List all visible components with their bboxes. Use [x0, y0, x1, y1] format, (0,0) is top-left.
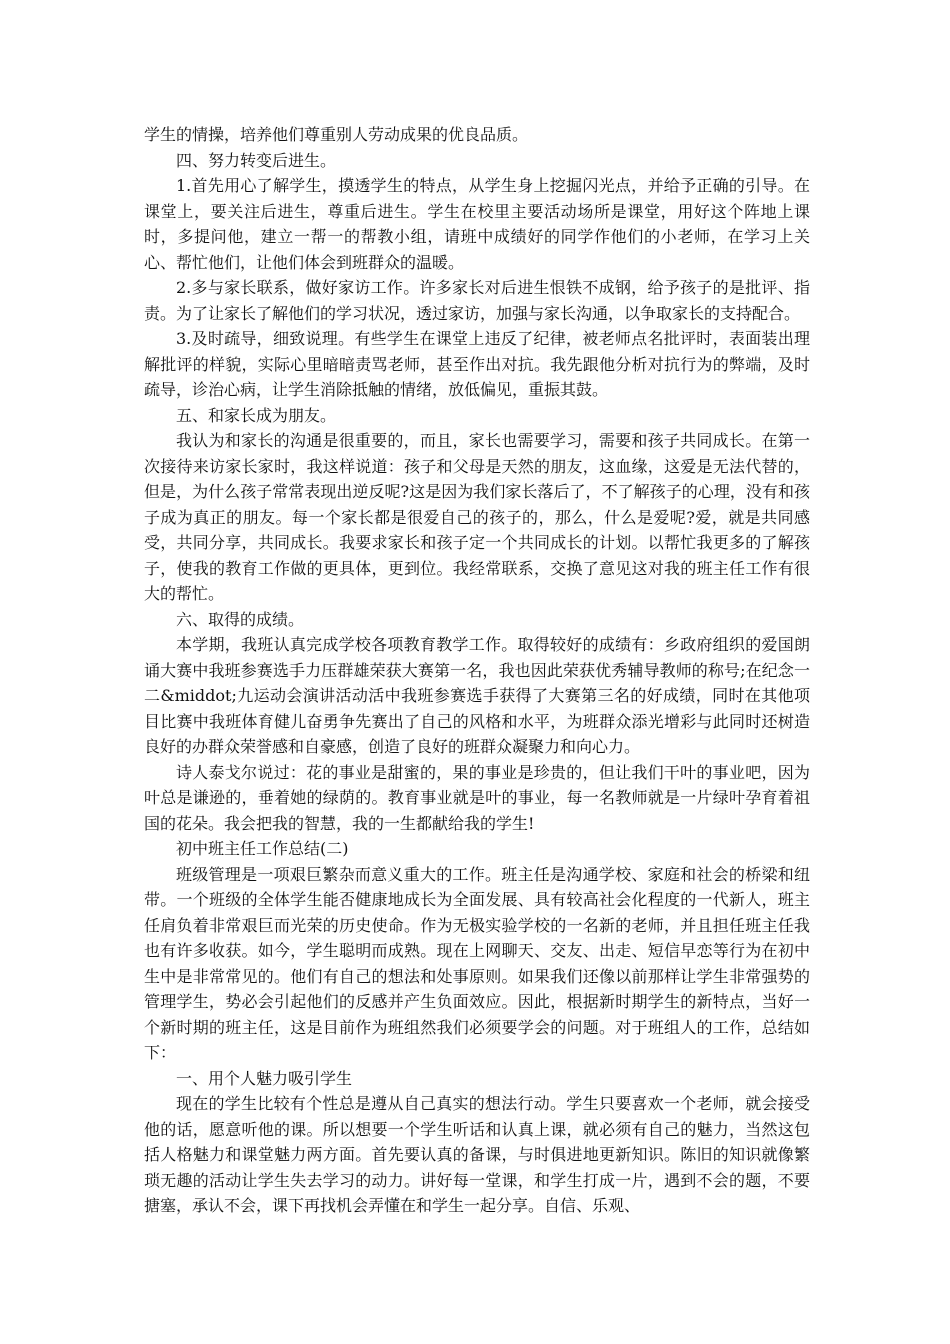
- paragraph-tagore-quote: 诗人泰戈尔说过：花的事业是甜蜜的，果的事业是珍贵的，但让我们干叶的事业吧，因为叶总是谦逊的，垂着她的绿荫的。教育事业就是叶的事业，每一名教师就是一片绿叶孕育着祖国的花朵。我会把我的智慧，我的一生都献给我的学生!: [144, 762, 810, 833]
- document-body: [144, 122, 810, 1219]
- paragraph-class-management: 班级管理是一项艰巨繁杂而意义重大的工作。班主任是沟通学校、家庭和社会的桥梁和纽带。一个班级的全体学生能否健康地成长为全面发展、具有较高社会化程度的一代新人，班主任肩负着非常艰巨而光荣的历史使命。作为无极实验学校的一名新的老师，并且担任班主任我也有许多收获。如今，学生聪明而成熟。现在上网聊天、交友、出走、短信早恋等行为在初中生中是非常常见的。他们有自己的想法和处事原则。如果我们还像以前那样让学生非常强势的管理学生，势必会引起他们的反感并产生负面效应。因此，根据新时期学生的新特点，当好一个新时期的班主任，这是目前作为班组然我们必须要学会的问题。对于班组人的工作，总结如下：: [144, 864, 810, 1062]
- paragraph-item-2: 2.多与家长联系，做好家访工作。许多家长对后进生恨铁不成钢，给予孩子的是批评、指责。为了让家长了解他们的学习状况，透过家访，加强与家长沟通，以争取家长的支持配合。: [144, 278, 810, 323]
- paragraph-achievements: 本学期，我班认真完成学校各项教育教学工作。取得较好的成绩有：乡政府组织的爱国朗诵大赛中我班参赛选手力压群雄荣获大赛第一名，我也因此荣获优秀辅导教师的称号;在纪念一二&middot;九运动会演讲活动活中我班参赛选手获得了大赛第三名的好成绩，同时在其他项目比赛中我班体育健儿奋勇争先赛出了自己的风格和水平，为班群众添光增彩与此同时还树造良好的办群众荣誉感和自豪感，创造了良好的班群众凝聚力和向心力。: [144, 635, 810, 756]
- section-heading-5: 五、和家长成为朋友。: [176, 405, 337, 425]
- paragraph-parents: 我认为和家长的沟通是很重要的，而且，家长也需要学习，需要和孩子共同成长。在第一次接待来访家长家时，我这样说道：孩子和父母是天然的朋友，这血缘，这爱是无法代替的，但是，为什么孩子常常表现出逆反呢?这是因为我们家长落后了，不了解孩子的心理，没有和孩子成为真正的朋友。每一个家长都是很爱自己的孩子的，那么，什么是爱呢?爱，就是共同感受，共同分享，共同成长。我要求家长和孩子定一个共同成长的计划。以帮忙我更多的了解孩子，使我的教育工作做的更具体，更到位。我经常联系，交换了意见这对我的班主任工作有很大的帮忙。: [144, 431, 810, 603]
- section-heading-1: 一、用个人魅力吸引学生: [176, 1068, 353, 1088]
- paragraph-item-1: 1.首先用心了解学生，摸透学生的特点，从学生身上挖掘闪光点，并给予正确的引导。在课堂上，要关注后进生，尊重后进生。学生在校里主要活动场所是课堂，用好这个阵地上课时，多提问他，建立一帮一的帮教小组，请班中成绩好的同学作他们的小老师，在学习上关心、帮忙他们，让他们体会到班群众的温暖。: [144, 176, 810, 272]
- paragraph-item-3: 3.及时疏导，细致说理。有些学生在课堂上违反了纪律，被老师点名批评时，表面装出理解批评的样貌，实际心里暗暗责骂老师，甚至作出对抗。我先跟他分析对抗行为的弊端，及时疏导，诊治心病，让学生消除抵触的情绪，放低偏见，重振其鼓。: [144, 329, 810, 399]
- document-subtitle: 初中班主任工作总结(二): [176, 839, 349, 858]
- paragraph-continuation: 学生的情操，培养他们尊重别人劳动成果的优良品质。: [144, 125, 529, 144]
- paragraph-personal-charm: 现在的学生比较有个性总是遵从自己真实的想法行动。学生只要喜欢一个老师，就会接受他的话，愿意听他的课。所以想要一个学生听话和认真上课，就必须有自己的魅力，当然这包括人格魅力和课堂魅力两方面。首先要认真的备课，与时俱进地更新知识。陈旧的知识就像繁琐无趣的活动让学生失去学习的动力。讲好每一堂课，和学生打成一片，遇到不会的题，不要搪塞，承认不会，课下再找机会弄懂在和学生一起分享。自信、乐观、: [144, 1094, 810, 1215]
- section-heading-6: 六、取得的成绩。: [176, 609, 305, 629]
- section-heading-4: 四、努力转变后进生。: [176, 150, 337, 170]
